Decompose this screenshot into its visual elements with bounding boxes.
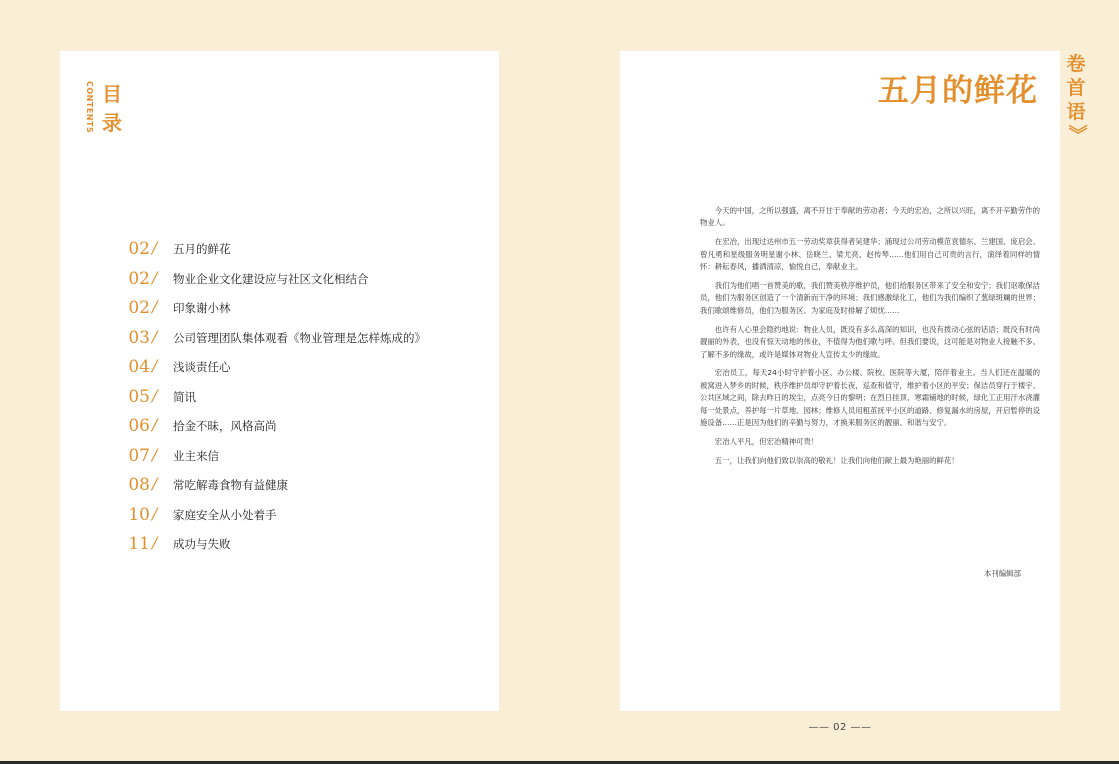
toc-item[interactable] — [112, 384, 482, 414]
toc-slash: / — [152, 238, 158, 257]
toc-page-number: 02 — [128, 298, 150, 318]
article-page — [620, 51, 1060, 711]
article-paragraph: 宏冶人平凡，但宏冶精神可贵！ — [714, 437, 819, 446]
toc-title: 简讯 — [173, 389, 196, 404]
contents-label-char: 录 — [102, 111, 122, 135]
article-paragraph: 在宏冶，出现过达州市五一劳动奖章获得者吴建华；涌现过公司劳动模范袁德东、兰建国、庞启会、曾凡勇和星级服务明星谢小林、岳晓兰、梁尤亮、赵传琴……他们用自己可贵的言行，演绎着同样的情怀：耕耘春风，播洒清凉，愉悦自己，奉献业主。 — [700, 237, 1040, 272]
side-label-mark: 》 — [1066, 124, 1088, 144]
toc-item[interactable] — [112, 443, 482, 473]
contents-page — [60, 51, 499, 711]
toc-slash: / — [152, 356, 158, 375]
toc-title: 拾金不昧，风格高尚 — [173, 419, 277, 433]
toc-item[interactable] — [112, 413, 482, 443]
toc-page-number: 02 — [128, 239, 150, 259]
section-side-label — [1064, 52, 1088, 124]
article-paragraph: 我们为他们唱一首赞美的歌，我们赞美秩序维护员，他们给服务区带来了安全和安宁；我们讴歌保洁员，他们为服务区创造了一个清新而干净的环境；我们感激绿化工，他们为我们编织了葱绿斑斓的世界；我们歌颂维修员，他们为服务区、为家庭及时排解了烦忧…… — [700, 281, 1040, 315]
toc-item[interactable] — [112, 325, 482, 355]
toc-item[interactable] — [112, 266, 482, 296]
article-title: 五月的鲜花 — [878, 73, 1038, 109]
toc-page-number: 03 — [128, 327, 150, 348]
contents-label-cn — [100, 80, 124, 138]
toc-item[interactable] — [112, 531, 482, 561]
toc-page-number: 02 — [128, 268, 150, 289]
toc-page-number: 10 — [128, 504, 150, 525]
toc-page-number: 08 — [128, 475, 150, 495]
toc-slash: / — [152, 267, 158, 287]
toc-title: 印象谢小林 — [173, 301, 231, 315]
toc-title: 物业企业文化建设应与社区文化相结合 — [173, 271, 369, 286]
toc-item[interactable] — [112, 472, 482, 502]
toc-page-number: 07 — [128, 445, 150, 466]
toc-title: 公司管理团队集体观看《物业管理是怎样炼成的》 — [173, 330, 426, 345]
toc-slash: / — [152, 297, 158, 316]
toc-title: 浅谈责任心 — [173, 360, 231, 374]
toc-slash: / — [152, 326, 158, 346]
article-paragraph: 五一，让我们向他们致以崇高的敬礼！让我们向他们献上最为艳丽的鲜花！ — [714, 455, 959, 465]
toc-item[interactable] — [112, 502, 482, 532]
toc-item[interactable] — [112, 236, 482, 266]
toc-slash: / — [152, 415, 158, 434]
toc-slash: / — [152, 444, 158, 464]
article-body — [700, 205, 1040, 474]
toc-title: 业主来信 — [173, 448, 219, 463]
toc-page-number: 06 — [128, 416, 150, 436]
toc-slash: / — [152, 474, 158, 493]
toc-slash: / — [152, 503, 158, 523]
article-paragraph: 也许有人心里会隐约地说：物业人员，既没有多么高深的知识，也没有拨动心弦的话语；既没有时尚靓丽的外表，也没有惊天动地的伟业，不值得为他们歌与呼。但我们要说，这可能是对物业人接触不多、了解不多的缘故，或许是媒体对物业人宣传太少的缘故。 — [700, 324, 1040, 359]
toc-title: 家庭安全从小处着手 — [173, 507, 277, 522]
toc-slash: / — [152, 385, 158, 405]
toc-item[interactable] — [112, 354, 482, 384]
side-label-char: 语 — [1066, 101, 1086, 123]
article-paragraph: 宏冶员工，每天24小时守护着小区、办公楼、院校、医院等大厦，陪伴着业主。当人们还在温暖的被窝进入梦乡的时候，秩序维护员却守护着长夜，巡查和值守，维护着小区的平安；保洁员穿行于楼宇、公共区域之间，除去昨日的埃尘，点亮今日的黎明；在烈日挂顶、寒霜铺地的时候，绿化工正用汗水浇灌每一处景点，养护每一片草地、园林；维修人员用粗茧抚平小区的道路、修复漏水的房屋，开启暂停的设施设备……正是因为他们的辛勤与努力，才换来服务区的靓丽、和谐与安宁。 — [700, 368, 1040, 428]
toc-page-number: 04 — [128, 357, 150, 377]
article-signature: 本刊编辑部 — [984, 569, 1021, 578]
toc-page-number: 11 — [128, 534, 150, 554]
side-label-char: 首 — [1066, 77, 1086, 99]
contents-label-en: CONTENTS — [85, 81, 94, 134]
side-label-char: 卷 — [1066, 53, 1086, 75]
contents-label-char: 目 — [102, 82, 122, 106]
toc-slash: / — [152, 533, 158, 552]
toc-title: 五月的鲜花 — [173, 242, 231, 256]
toc-list — [112, 236, 482, 561]
page-number: —— 02 —— — [808, 722, 872, 733]
article-paragraph: 今天的中国，之所以强盛，离不开甘于奉献的劳动者；今天的宏冶，之所以兴旺，离不开辛勤劳作的物业人。 — [700, 206, 1040, 228]
toc-title: 常吃解毒食物有益健康 — [173, 478, 288, 492]
toc-page-number: 05 — [128, 386, 150, 407]
toc-item[interactable] — [112, 295, 482, 325]
toc-title: 成功与失败 — [173, 537, 231, 551]
